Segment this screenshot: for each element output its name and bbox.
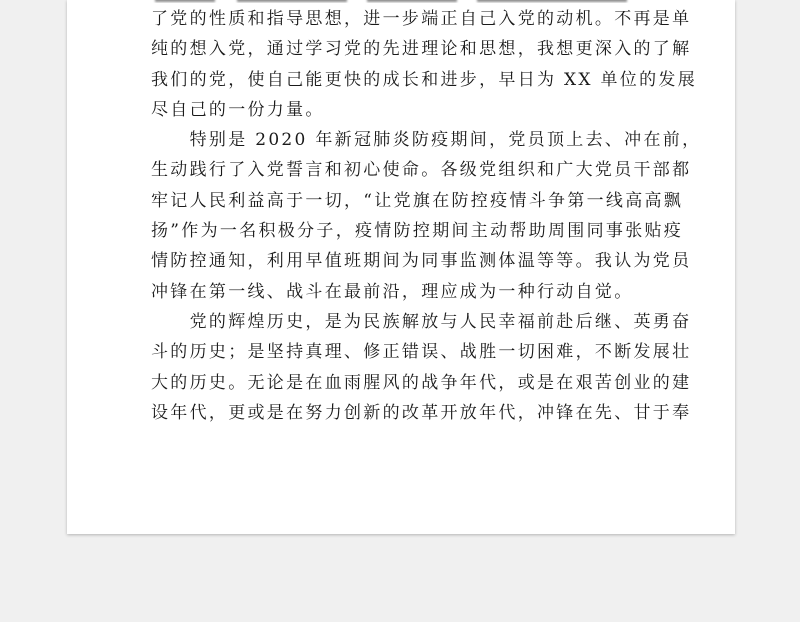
text-line-2: 纯的想入党，通过学习党的先进理论和思想，我想更深入的了解: [151, 39, 692, 60]
document-text: [151, 4, 731, 428]
text-line-1: 了党的性质和指导思想，进一步端正自己入党的动机。不再是单: [151, 9, 692, 29]
document-page: [67, 0, 735, 534]
text-line-4: 尽自己的一份力量。: [151, 99, 325, 120]
text-line-5: 特别是 2020 年新冠肺炎防疫期间，党员顶上去、冲在前，: [151, 130, 702, 151]
text-line-6: 生动践行了入党誓言和初心使命。各级党组织和广大党员干部都: [151, 160, 692, 181]
text-line-13: 大的历史。无论是在血雨腥风的战争年代，或是在艰苦创业的建: [151, 372, 692, 393]
text-line-9: 情防控通知，利用早值班期间为同事监测体温等等。我认为党员: [151, 251, 692, 272]
text-line-10: 冲锋在第一线、战斗在最前沿，理应成为一种行动自觉。: [151, 281, 634, 302]
text-line-8: 扬”作为一名积极分子，疫情防控期间主动帮助周围同事张贴疫: [151, 221, 684, 242]
cut-off-previous-line: [67, 0, 735, 3]
text-line-11: 党的辉煌历史，是为民族解放与人民幸福前赴后继、英勇奋: [151, 311, 692, 332]
text-line-12: 斗的历史；是坚持真理、修正错误、战胜一切困难，不断发展壮: [151, 342, 692, 363]
text-line-14: 设年代，更或是在努力创新的改革开放年代，冲锋在先、甘于奉: [151, 402, 692, 423]
text-line-7: 牢记人民利益高于一切，“让党旗在防控疫情斗争第一线高高飘: [151, 190, 684, 211]
text-line-3: 我们的党，使自己能更快的成长和进步，早日为 XX 单位的发展: [151, 69, 698, 90]
